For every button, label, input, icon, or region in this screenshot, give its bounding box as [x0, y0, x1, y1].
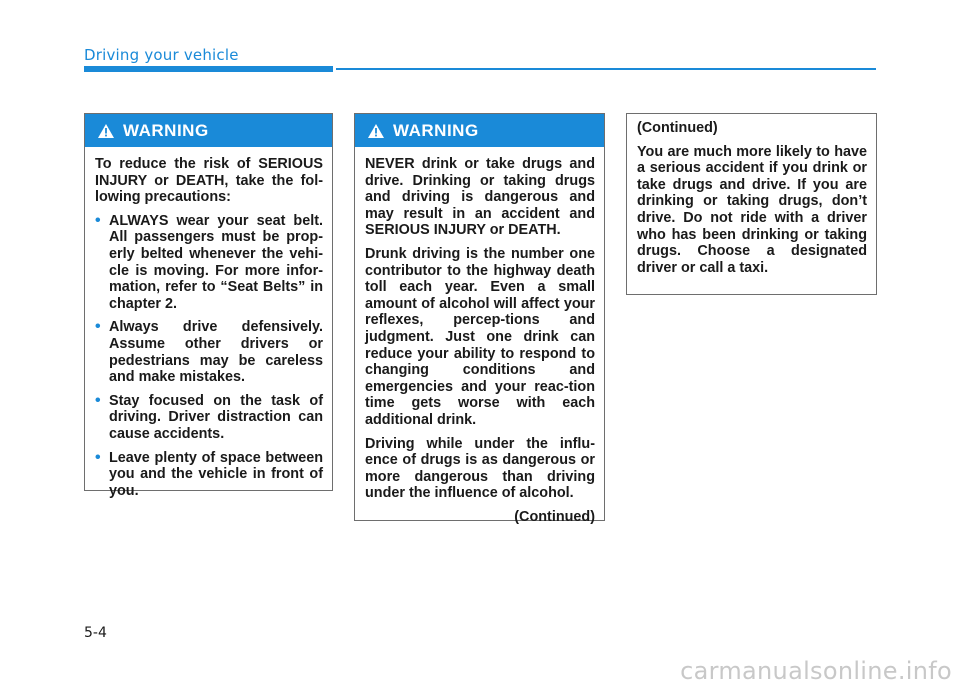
warning-body-1 [85, 147, 332, 514]
continued-heading: (Continued) [637, 120, 718, 136]
header-rule-thick [84, 66, 333, 72]
precaution-list [95, 213, 323, 500]
paragraph: Driving while under the influ-ence of drugs is as dangerous or more dangerous than driving under the influence of alcohol. [365, 435, 595, 502]
warning-body-3 [627, 114, 876, 291]
warning-triangle-icon [367, 123, 385, 139]
paragraph: Drunk driving is the number one contributor to the highway death toll each year. Even a small amount of alcohol will affect your reflexes, percep-tions and judgment. Just one drink can reduce your ability to respond to changing conditions and emergencies and your reac-tion time gets worse with each additional drink. [365, 245, 595, 428]
warning-box-3 [626, 113, 877, 295]
list-item: • Stay focused on the task of driving. Driver distraction can cause accidents. [95, 393, 323, 443]
paragraph: You are much more likely to have a serious accident if you drink or take drugs and drive. If you are drinking or taking drugs, don’t drive. Do not ride with a driver who has been drinking or taking drugs. Choose a designated driver or call a taxi. [637, 143, 867, 276]
warning-triangle-icon [97, 123, 115, 139]
warning-box-1 [84, 113, 333, 499]
list-item: • Always drive defensively. Assume other drivers or pedestrians may be careless and make mistakes. [95, 319, 323, 385]
list-item: • ALWAYS wear your seat belt. All passengers must be prop-erly belted whenever the vehi-cle is moving. For more infor-mation, refer to “Seat Belts” in chapter 2. [95, 213, 323, 313]
warning-header-2 [355, 114, 604, 147]
warning-intro: To reduce the risk of SERIOUS INJURY or DEATH, take the fol-lowing precautions: [95, 156, 323, 206]
warning-box-2 [354, 113, 605, 525]
warning-label: WARNING [393, 120, 479, 140]
page-number: 5-4 [84, 625, 107, 641]
continued-note: (Continued) [514, 508, 595, 525]
warning-label: WARNING [123, 120, 209, 140]
paragraph: NEVER drink or take drugs and drive. Drinking or taking drugs and driving is dangerous and may result in an accident and SERIOUS INJURY or DEATH. [365, 156, 595, 239]
watermark: carmanualsonline.info [680, 657, 952, 685]
section-title: Driving your vehicle [84, 46, 239, 64]
list-item: • Leave plenty of space between you and the vehicle in front of you. [95, 450, 323, 500]
warning-body-2 [355, 147, 604, 540]
header-rule-thin [336, 68, 876, 70]
warning-header-1 [85, 114, 332, 147]
